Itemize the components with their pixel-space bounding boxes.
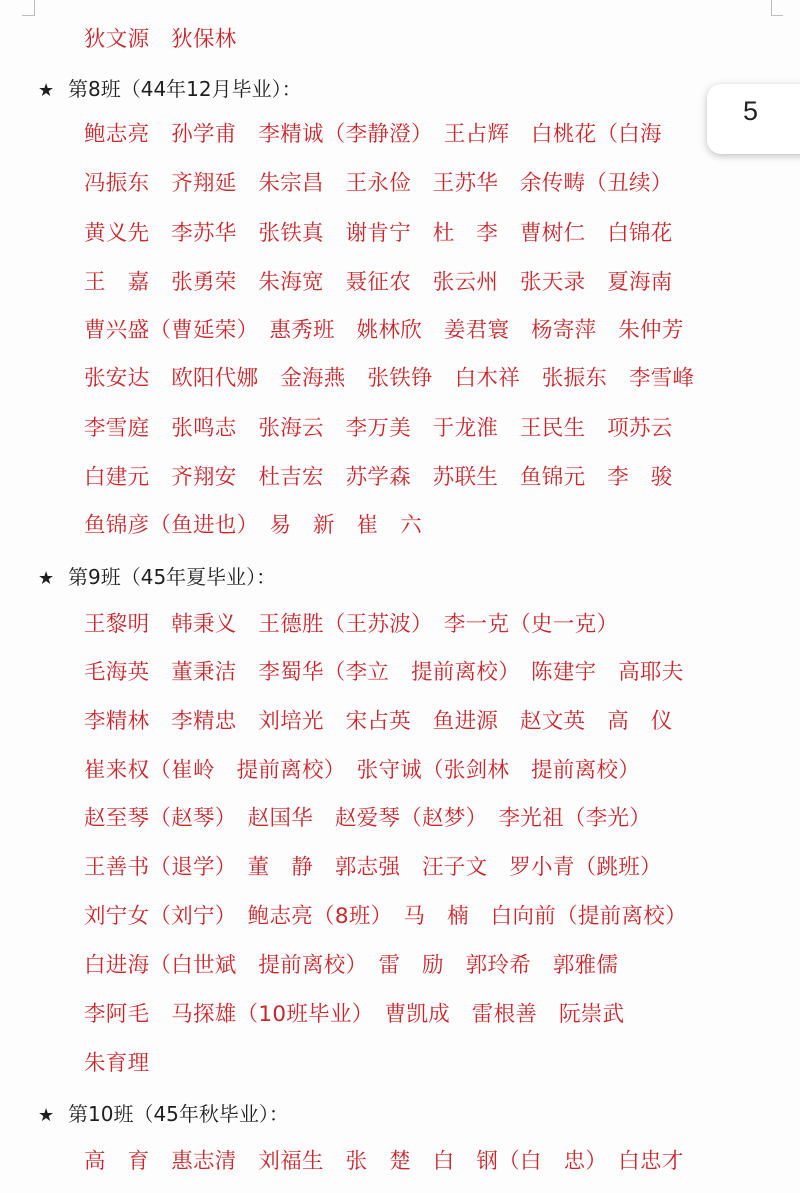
name-row: 冯振东 齐翔延 朱宗昌 王永俭 王苏华 余传畴（丑续） xyxy=(84,171,673,196)
section-title: 第9班（45年夏毕业）： xyxy=(68,565,277,589)
star-icon: ★ xyxy=(38,568,55,589)
star-icon: ★ xyxy=(38,80,55,101)
crop-mark-left xyxy=(34,0,35,16)
section-title: 第8班（44年12月毕业）： xyxy=(68,77,302,101)
name-row: 白建元 齐翔安 杜吉宏 苏学森 苏联生 鱼锦元 李 骏 xyxy=(84,465,673,490)
name-row: 李阿毛 马探雄（10班毕业） 曹凯成 雷根善 阮崇武 xyxy=(84,1002,625,1027)
class-10-heading xyxy=(38,1094,289,1134)
name-row: 黄义先 李苏华 张铁真 谢肯宁 杜 李 曹树仁 白锦花 xyxy=(84,221,673,246)
name-row: 王善书（退学） 董 静 郭志强 汪子文 罗小青（跳班） xyxy=(84,855,662,880)
page-number-badge[interactable] xyxy=(707,84,800,154)
name-row: 鲍志亮 孙学甫 李精诚（李静澄） 王占辉 白桃花（白海 xyxy=(84,122,662,147)
name-row: 高 育 惠志清 刘福生 张 楚 白 钢（白 忠） 白忠才 xyxy=(84,1149,684,1174)
star-icon: ★ xyxy=(38,1105,55,1126)
name-row: 狄文源 狄保林 xyxy=(84,27,237,52)
crop-mark-right-horizontal xyxy=(771,15,783,16)
name-row: 刘宁女（刘宁） 鲍志亮（8班） 马 楠 白向前（提前离校） xyxy=(84,904,687,929)
section-title: 第10班（45年秋毕业）： xyxy=(68,1102,289,1126)
name-row: 王 嘉 张勇荣 朱海宽 聂征农 张云州 张天录 夏海南 xyxy=(84,270,673,295)
name-row: 李雪庭 张鸣志 张海云 李万美 于龙淮 王民生 项苏云 xyxy=(84,416,673,441)
class-8-heading xyxy=(38,69,302,109)
crop-mark-left-horizontal xyxy=(22,15,34,16)
name-row: 曹兴盛（曹延荣） 惠秀班 姚林欣 姜君寰 杨寄萍 朱仲芳 xyxy=(84,318,684,343)
class-9-heading xyxy=(38,557,276,597)
name-row: 朱育理 xyxy=(84,1051,150,1076)
name-row: 王黎明 韩秉义 王德胜（王苏波） 李一克（史一克） xyxy=(84,612,619,637)
name-row: 赵至琴（赵琴） 赵国华 赵爱琴（赵梦） 李光祖（李光） xyxy=(84,806,652,831)
name-row: 崔来权（崔岭 提前离校） 张守诚（张剑林 提前离校） xyxy=(84,758,641,783)
name-row: 毛海英 董秉洁 李蜀华（李立 提前离校） 陈建宇 高耶夫 xyxy=(84,660,684,685)
crop-mark-right xyxy=(771,0,772,16)
name-row: 张安达 欧阳代娜 金海燕 张铁铮 白木祥 张振东 李雪峰 xyxy=(84,366,695,391)
name-row: 李精林 李精忠 刘培光 宋占英 鱼进源 赵文英 高 仪 xyxy=(84,709,673,734)
name-row: 白进海（白世斌 提前离校） 雷 励 郭玲希 郭雅儒 xyxy=(84,953,619,978)
page-number: 5 xyxy=(743,96,759,126)
name-row: 鱼锦彦（鱼进也） 易 新 崔 六 xyxy=(84,513,423,538)
